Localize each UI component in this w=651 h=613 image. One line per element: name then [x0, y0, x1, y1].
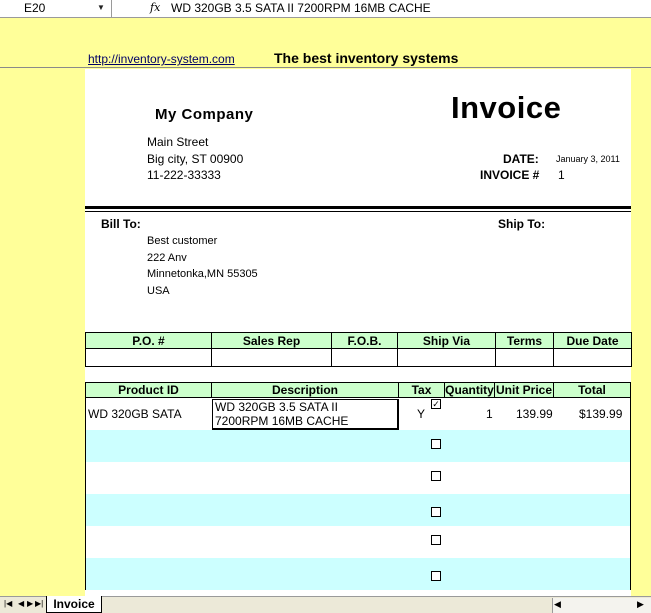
bill-to-city[interactable]: Minnetonka,MN 55305 [147, 268, 258, 280]
date-label: DATE: [503, 152, 539, 166]
cell-reference: E20 [24, 1, 46, 15]
due-date-cell[interactable] [554, 349, 632, 367]
table-row [85, 494, 631, 526]
taxable-checkbox[interactable] [431, 439, 441, 449]
company-name: My Company [155, 106, 254, 123]
table-row [85, 558, 631, 590]
product-id-cell[interactable]: WD 320GB SATA [88, 407, 182, 421]
table-row [85, 430, 631, 462]
description-header: Description [212, 383, 399, 397]
po-number-cell[interactable] [86, 349, 212, 367]
bill-to-name[interactable]: Best customer [147, 235, 218, 247]
table-row [85, 462, 631, 494]
company-street: Main Street [147, 135, 209, 149]
sheet-tab-bar [0, 596, 651, 613]
terms-header: Terms [496, 333, 554, 349]
last-sheet-icon[interactable]: ▶| [35, 599, 44, 608]
name-box[interactable] [0, 0, 112, 18]
fob-cell[interactable] [332, 349, 398, 367]
product-id-header: Product ID [86, 383, 212, 397]
next-sheet-icon[interactable]: ▶ [27, 599, 34, 608]
quantity-cell[interactable]: 1 [486, 407, 493, 421]
company-phone: 11-222-33333 [147, 168, 221, 182]
taxable-checkbox[interactable] [431, 571, 441, 581]
total-cell: $139.99 [579, 407, 623, 421]
description-cell-selected[interactable]: WD 320GB 3.5 SATA II 7200RPM 16MB CACHE [212, 399, 399, 430]
scroll-right-icon[interactable]: ▶ [637, 599, 644, 609]
first-sheet-icon[interactable]: |◀ [4, 599, 13, 608]
divider [85, 211, 631, 212]
divider [85, 206, 631, 209]
product-table [85, 382, 631, 590]
due-date-header: Due Date [554, 333, 632, 349]
terms-cell[interactable] [496, 349, 554, 367]
taxable-checkbox[interactable] [431, 535, 441, 545]
quantity-header: Quantity [445, 383, 494, 397]
formula-bar [0, 0, 651, 18]
function-icon[interactable]: fx [150, 1, 161, 14]
invoice-date[interactable]: January 3, 2011 [556, 154, 620, 164]
taxable-checkbox[interactable]: ✓ [432, 399, 440, 409]
bill-to-label: Bill To: [101, 217, 141, 231]
website-link[interactable]: http://inventory-system.com [88, 52, 235, 66]
taxable-checkbox[interactable] [431, 507, 441, 517]
ship-to-label: Ship To: [498, 217, 546, 231]
formula-input[interactable]: WD 320GB 3.5 SATA II 7200RPM 16MB CACHE [171, 1, 431, 15]
unit-price-header: Unit Price [495, 383, 552, 397]
order-info-table [85, 332, 632, 367]
company-city: Big city, ST 00900 [147, 152, 244, 166]
taxable-checkbox[interactable] [431, 471, 441, 481]
bill-to-country[interactable]: USA [147, 285, 170, 297]
gridline [0, 67, 651, 68]
slogan: The best inventory systems [274, 50, 459, 66]
previous-sheet-icon[interactable]: ◀ [18, 599, 25, 608]
chevron-down-icon[interactable]: ▼ [97, 3, 105, 12]
table-row [85, 398, 631, 430]
ship-via-cell[interactable] [398, 349, 496, 367]
sales-rep-header: Sales Rep [212, 333, 332, 349]
scroll-left-icon[interactable]: ◀ [554, 599, 561, 609]
sales-rep-cell[interactable] [212, 349, 332, 367]
fob-header: F.O.B. [332, 333, 398, 349]
tax-header: Tax [399, 383, 445, 397]
total-header: Total [578, 383, 606, 397]
bill-to-street[interactable]: 222 Anv [147, 252, 187, 264]
ship-via-header: Ship Via [398, 333, 496, 349]
sheet-tab-invoice[interactable]: Invoice [46, 596, 102, 613]
invoice-title: Invoice [451, 90, 562, 125]
tax-cell[interactable]: Y [417, 407, 426, 421]
unit-price-cell[interactable]: 139.99 [516, 407, 553, 421]
product-table-header [85, 382, 631, 398]
table-row [85, 526, 631, 558]
po-number-header: P.O. # [86, 333, 212, 349]
invoice-number[interactable]: 1 [558, 168, 565, 182]
invoice-number-label: INVOICE # [480, 168, 540, 182]
